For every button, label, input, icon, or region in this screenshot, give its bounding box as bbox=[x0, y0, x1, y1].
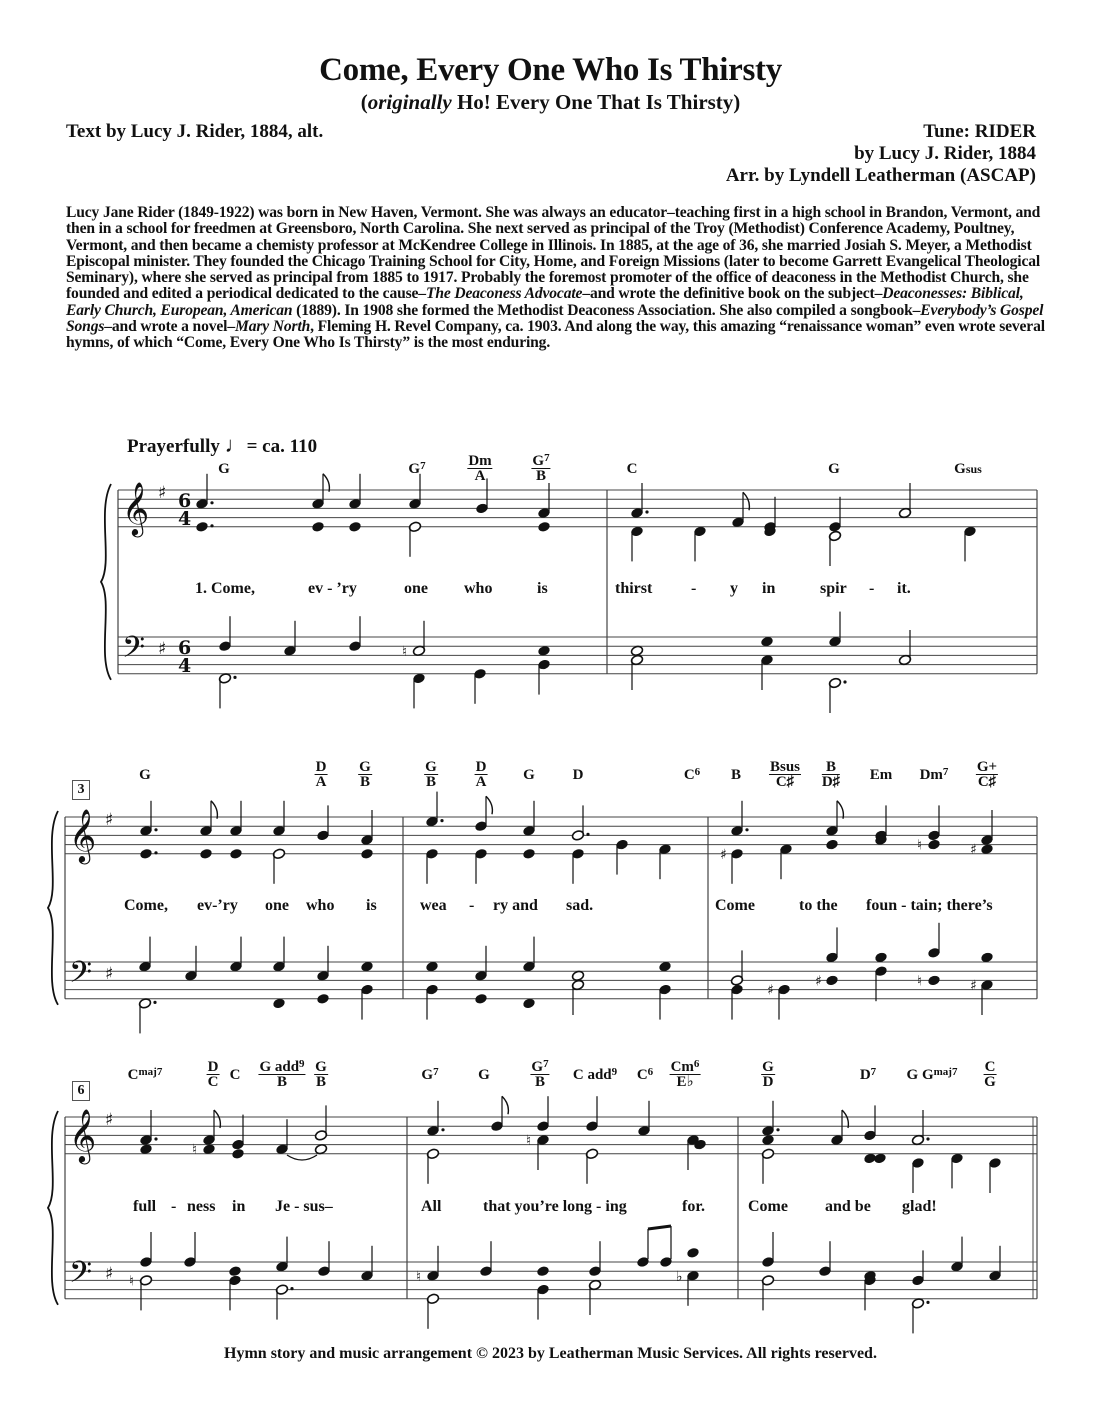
treble-clef-icon: 𝄞 bbox=[69, 1108, 97, 1162]
chord-root: G bbox=[425, 759, 437, 775]
dot bbox=[154, 1137, 157, 1140]
bass-clef-icon: 𝄢 bbox=[122, 631, 146, 672]
note-head bbox=[760, 636, 773, 648]
chord-bass: B bbox=[359, 774, 371, 790]
chord-symbol: Em bbox=[869, 767, 893, 783]
subtitle-italic: originally bbox=[367, 90, 452, 114]
chord-symbol: G bbox=[139, 767, 151, 783]
eighth-flag bbox=[743, 492, 749, 510]
chord-symbol: G bbox=[523, 767, 535, 783]
chord-symbol bbox=[976, 760, 998, 789]
chord-bass: C bbox=[207, 1074, 219, 1090]
chord-symbol: G bbox=[478, 1067, 490, 1083]
chord-symbol: G bbox=[828, 461, 840, 477]
lyric-syllable: is bbox=[537, 580, 548, 597]
dot bbox=[154, 828, 157, 831]
key-signature-sharp-icon: ♯ bbox=[105, 810, 114, 830]
accidental-icon: ♯ bbox=[815, 973, 822, 990]
dot bbox=[154, 851, 157, 854]
chord-symbol: B bbox=[730, 767, 742, 783]
tune-composer: by Lucy J. Rider, 1884 bbox=[854, 143, 1036, 164]
note-head bbox=[228, 1265, 241, 1277]
chord-bass: D bbox=[762, 1074, 774, 1090]
lyric-syllable: it. bbox=[897, 580, 911, 597]
dot bbox=[745, 828, 748, 831]
chord-root: G bbox=[762, 1059, 774, 1075]
chord-bass: B bbox=[276, 1074, 288, 1090]
chord-bass: A bbox=[475, 774, 487, 790]
chord-symbol: Dm$^7$ bbox=[919, 766, 949, 783]
note-head bbox=[927, 975, 940, 987]
chord-root: G bbox=[359, 759, 371, 775]
chord-extension: 9 bbox=[611, 1066, 618, 1078]
note-head bbox=[522, 848, 535, 860]
bio-periodical-title: The Deaconess Advocate bbox=[425, 285, 583, 303]
chord-extension: 7 bbox=[433, 1066, 439, 1078]
eighth-flag bbox=[323, 474, 329, 492]
copyright-notice: Hymn story and music arrangement © 2023 by Leatherman Music Services. All rights reserved. bbox=[224, 1345, 877, 1362]
quarter-note-icon: ♩ bbox=[224, 432, 247, 457]
treble-clef-icon: 𝄞 bbox=[122, 481, 150, 535]
chord-bass: D♯ bbox=[821, 774, 841, 790]
chord-extension: maj7 bbox=[933, 1066, 958, 1078]
accidental-icon: ♮ bbox=[917, 837, 923, 854]
chord-symbol: D bbox=[572, 767, 584, 783]
chord-root: Cm$^6$ bbox=[670, 1058, 700, 1075]
chord-symbol: C add$^9$ bbox=[572, 1066, 618, 1083]
slash-chord bbox=[258, 1060, 305, 1089]
note-head bbox=[980, 952, 993, 964]
subtitle-paren: ( bbox=[360, 90, 368, 114]
chord-symbol: C bbox=[229, 1067, 241, 1083]
dot bbox=[843, 680, 846, 683]
chord-symbol bbox=[531, 454, 550, 483]
chord-symbol bbox=[258, 1060, 305, 1089]
dot bbox=[586, 833, 589, 836]
note-head bbox=[195, 521, 208, 533]
slash-chord bbox=[670, 1060, 701, 1089]
key-signature-sharp-icon: ♯ bbox=[105, 1110, 114, 1130]
note-head bbox=[139, 848, 152, 860]
lyric-syllable: Come, bbox=[124, 897, 168, 914]
dot bbox=[645, 510, 648, 513]
chord-symbol bbox=[424, 760, 438, 789]
note-head bbox=[537, 645, 550, 657]
measure-number: 6 bbox=[72, 1081, 90, 1101]
bio-book-title: Deaconesses: Biblical, Early Church, European, American bbox=[66, 285, 1024, 319]
piano-brace bbox=[48, 1111, 58, 1305]
dot bbox=[776, 1128, 779, 1131]
dot bbox=[153, 1001, 156, 1004]
slash-chord bbox=[207, 1060, 220, 1089]
note-head bbox=[522, 998, 535, 1010]
chord-root: Dm bbox=[468, 453, 492, 469]
key-signature-sharp-icon: ♯ bbox=[158, 483, 167, 503]
chord-extension: 7 bbox=[544, 452, 550, 464]
note-head bbox=[360, 848, 373, 860]
dot bbox=[210, 524, 213, 527]
chord-suffix: sus bbox=[965, 462, 982, 476]
accidental-icon: ♯ bbox=[720, 846, 727, 863]
accidental-icon: ♮ bbox=[416, 1268, 422, 1285]
chord-root: D bbox=[475, 759, 487, 775]
subtitle-original-title: Ho! Every One That Is Thirsty) bbox=[451, 90, 741, 114]
half-note-head bbox=[571, 970, 584, 982]
dot bbox=[290, 1287, 293, 1290]
bio-songbook-title: Everybody’s Gospel Songs bbox=[66, 301, 1044, 336]
lyric-syllable: wea bbox=[420, 897, 447, 914]
note-head bbox=[202, 1143, 215, 1155]
chord-symbol bbox=[769, 760, 801, 789]
chord-symbol: $G^7$ bbox=[421, 1066, 439, 1083]
accidental-icon: ♮ bbox=[917, 973, 923, 990]
chord-root: $G^7$ bbox=[532, 452, 550, 469]
lyric-syllable: thirst bbox=[615, 580, 653, 597]
note-head bbox=[686, 1247, 699, 1259]
beam bbox=[648, 1226, 671, 1229]
treble-clef-icon: 𝄞 bbox=[69, 808, 97, 862]
slash-chord bbox=[530, 1060, 549, 1089]
chord-symbol: $D^7$ bbox=[859, 1066, 877, 1083]
bio-text: (1889). In 1908 she formed the Methodist Deaconess Association. She also compiled a songbook– bbox=[292, 301, 921, 319]
half-note-head bbox=[314, 1143, 327, 1155]
eighth-flag bbox=[214, 1110, 220, 1128]
lyric-syllable: glad! bbox=[902, 1198, 937, 1215]
lyric-syllable: that you’re long - ing bbox=[483, 1198, 627, 1215]
chord-bass: G bbox=[984, 1074, 996, 1090]
chord-root: $G^7$ bbox=[531, 1058, 549, 1075]
chord-bass: B bbox=[535, 468, 547, 484]
note-head bbox=[231, 1148, 244, 1160]
key-signature-sharp-icon: ♯ bbox=[105, 1264, 114, 1284]
lyric-syllable: All bbox=[421, 1198, 442, 1215]
note-head bbox=[927, 839, 940, 851]
note-head bbox=[199, 848, 212, 860]
key-signature-sharp-icon: ♯ bbox=[105, 964, 114, 984]
chord-symbol: $C^{maj7}$ bbox=[127, 1066, 163, 1083]
note-head bbox=[311, 521, 324, 533]
chord-extension: maj7 bbox=[138, 1066, 163, 1078]
chord-symbol bbox=[207, 1060, 220, 1089]
bio-text: –and wrote a novel– bbox=[104, 318, 235, 336]
eighth-flag bbox=[842, 1110, 848, 1128]
slash-chord bbox=[358, 760, 372, 789]
tune-name: Tune: RIDER bbox=[923, 121, 1036, 142]
bass-clef-icon: 𝄢 bbox=[69, 956, 93, 997]
time-signature-bottom: 4 bbox=[178, 655, 192, 677]
time-signature-bottom: 4 bbox=[178, 508, 192, 530]
note-head bbox=[761, 1134, 774, 1146]
chord-root: G+ bbox=[976, 759, 998, 775]
lyric-syllable: spir bbox=[820, 580, 847, 597]
chord-root: D bbox=[315, 759, 327, 775]
eighth-flag bbox=[486, 796, 492, 814]
chord-root: D bbox=[207, 1059, 219, 1075]
note-head bbox=[873, 1153, 886, 1165]
note-head bbox=[474, 993, 487, 1005]
accidental-icon: ♮ bbox=[129, 1273, 135, 1290]
dot bbox=[926, 1137, 929, 1140]
dot bbox=[926, 1301, 929, 1304]
chord-symbol bbox=[984, 1060, 997, 1089]
chord-bass: B bbox=[425, 774, 437, 790]
note-head bbox=[425, 961, 438, 973]
chord-symbol bbox=[670, 1060, 701, 1089]
chord-extension: 6 bbox=[693, 1058, 700, 1070]
lyric-syllable: Je - sus– bbox=[275, 1198, 333, 1215]
slash-chord bbox=[761, 1060, 775, 1089]
hymn-title: Come, Every One Who Is Thirsty bbox=[319, 52, 782, 88]
note-head bbox=[360, 961, 373, 973]
chord-symbol bbox=[475, 760, 488, 789]
lyric-syllable: ev - ’ry bbox=[308, 580, 357, 597]
chord-root: G bbox=[315, 1059, 327, 1075]
eighth-flag bbox=[211, 801, 217, 819]
note-head bbox=[537, 521, 550, 533]
lyric-syllable: for. bbox=[682, 1198, 705, 1215]
accidental-icon: ♯ bbox=[767, 982, 774, 999]
chord-symbol bbox=[822, 760, 840, 789]
chord-extension: 7 bbox=[543, 1058, 549, 1070]
lyric-syllable: who bbox=[306, 897, 335, 914]
chord-extension: 6 bbox=[647, 1066, 654, 1078]
note-head bbox=[229, 848, 242, 860]
lyric-syllable: full bbox=[133, 1198, 157, 1215]
lyric-syllable: foun - tain; there’s bbox=[866, 897, 993, 914]
lyric-syllable: in bbox=[762, 580, 776, 597]
chord-extension: 9 bbox=[299, 1058, 305, 1070]
lyric-syllable: 1. Come, bbox=[195, 580, 255, 597]
note-head bbox=[272, 998, 285, 1010]
chord-symbol bbox=[315, 760, 328, 789]
chord-symbol bbox=[530, 1060, 549, 1089]
dot bbox=[440, 819, 443, 822]
chord-bass: A bbox=[474, 468, 486, 484]
chord-bass: C♯ bbox=[775, 774, 795, 790]
lyric-syllable: - bbox=[691, 580, 697, 597]
slash-chord bbox=[976, 760, 998, 789]
note-head bbox=[825, 839, 838, 851]
chord-symbol: Gsus bbox=[954, 461, 982, 477]
lyric-syllable: one bbox=[265, 897, 289, 914]
chord-symbol bbox=[314, 1060, 328, 1089]
arranger: Arr. by Lyndell Leatherman (ASCAP) bbox=[725, 165, 1036, 186]
note-head bbox=[316, 993, 329, 1005]
lyric-syllable: ev-’ry bbox=[197, 897, 238, 914]
measure-number: 3 bbox=[72, 780, 90, 800]
chord-bass: C♯ bbox=[977, 774, 997, 790]
lyric-syllable: ness bbox=[187, 1198, 216, 1215]
chord-root: G add$^9$ bbox=[259, 1058, 305, 1075]
chord-root: C bbox=[984, 1059, 996, 1075]
chord-extension: 7 bbox=[420, 460, 426, 472]
lyric-syllable: to the bbox=[799, 897, 838, 914]
accidental-icon: ♭ bbox=[676, 1268, 683, 1285]
lyric-syllable: who bbox=[464, 580, 493, 597]
note-head bbox=[874, 952, 887, 964]
chord-bass: E♭ bbox=[676, 1074, 694, 1090]
chord-symbol: $C^6$ bbox=[683, 766, 701, 783]
slash-chord bbox=[769, 760, 801, 789]
chord-symbol bbox=[761, 1060, 775, 1089]
chord-extension: 6 bbox=[694, 766, 701, 778]
lyric-syllable: sad. bbox=[566, 897, 594, 914]
note-head bbox=[825, 975, 838, 987]
piano-brace bbox=[101, 484, 111, 680]
lyric-syllable: ry and bbox=[493, 897, 538, 914]
chord-root: Bsus bbox=[769, 759, 801, 775]
slash-chord bbox=[475, 760, 488, 789]
chord-symbol: $C^6$ bbox=[636, 1066, 654, 1083]
bio-text: , Fleming H. Revel Company, ca. 1903. And along the way, this amazing “renaissance woman” even wrote several hymns, of which “Come, Every One Who Is Thirsty” is the most enduring. bbox=[66, 318, 1045, 352]
slash-chord bbox=[315, 760, 328, 789]
tie bbox=[287, 1155, 317, 1160]
lyric-syllable: - bbox=[869, 580, 875, 597]
time-signature-top: 6 bbox=[178, 637, 192, 659]
eighth-flag bbox=[502, 1096, 508, 1114]
slash-chord bbox=[314, 1060, 328, 1089]
half-note-head bbox=[630, 645, 643, 657]
lyric-syllable: is bbox=[366, 897, 377, 914]
bass-clef-icon: 𝄢 bbox=[69, 1256, 93, 1297]
text-credit: Text by Lucy J. Rider, 1884, alt. bbox=[66, 121, 324, 142]
chord-symbol: C bbox=[626, 461, 638, 477]
eighth-flag bbox=[837, 801, 843, 819]
lyric-syllable: one bbox=[404, 580, 428, 597]
lyric-syllable: - bbox=[469, 897, 475, 914]
chord-bass: B bbox=[534, 1074, 546, 1090]
slash-chord bbox=[467, 454, 492, 483]
tempo-value: = ca. 110 bbox=[246, 436, 318, 457]
time-signature-top: 6 bbox=[178, 490, 192, 512]
note-head bbox=[536, 1265, 549, 1277]
bio-text: Lucy Jane Rider (1849-1922) was born in New Haven, Vermont. She was always an educator–teaching first in a high school in Brandon, Vermont, and then in a school for freedmen at Greensboro, North Carolina. She next served as principal of the Troy (Methodist) Conference Academy, Poultney, Vermont, and then became a chemisty professor at McKendree College in Illinois. In 1885, at the age of 36, she married Josiah S. Meyer, a Methodist Episcopal minister. They founded the Chicago Training School for City, Home, and Foreign Missions (later to become Garrett Evangelical Theological Seminary), where she served as principal from 1885 to 1917. Probably the foremost promoter of the office of deaconess in the Methodist Church, she founded and edited a periodical dedicated to the cause– bbox=[66, 204, 1041, 303]
key-signature-sharp-icon: ♯ bbox=[158, 639, 167, 659]
tempo-text: Prayerfully bbox=[127, 436, 220, 457]
chord-symbol: G $G^{maj7}$ bbox=[906, 1066, 958, 1083]
dot bbox=[441, 1128, 444, 1131]
note-head bbox=[348, 521, 361, 533]
lyric-syllable: Come bbox=[748, 1198, 788, 1215]
note-head bbox=[139, 1143, 152, 1155]
slash-chord bbox=[424, 760, 438, 789]
accidental-icon: ♯ bbox=[970, 842, 977, 859]
slash-chord bbox=[984, 1060, 997, 1089]
piano-brace bbox=[48, 811, 58, 1005]
lyric-syllable: and be bbox=[825, 1198, 871, 1215]
chord-extension: 7 bbox=[942, 766, 949, 778]
dot bbox=[233, 676, 236, 679]
note-head bbox=[658, 961, 671, 973]
slash-chord bbox=[531, 454, 550, 483]
chord-symbol bbox=[358, 760, 372, 789]
lyric-syllable: in bbox=[232, 1198, 246, 1215]
chord-bass: A bbox=[315, 774, 327, 790]
bio-novel-title: Mary North bbox=[234, 318, 311, 336]
slash-chord bbox=[822, 760, 840, 789]
accidental-icon: ♯ bbox=[970, 978, 977, 994]
accidental-icon: ♮ bbox=[526, 1133, 532, 1149]
bio-text: –and wrote the definitive book on the subject– bbox=[582, 285, 883, 303]
lyric-syllable: y bbox=[730, 580, 738, 597]
accidental-icon: ♮ bbox=[192, 1142, 198, 1159]
dot bbox=[210, 501, 213, 504]
chord-symbol: $G^7$ bbox=[408, 460, 426, 477]
chord-symbol: G bbox=[218, 461, 230, 477]
accidental-icon: ♮ bbox=[402, 643, 408, 660]
chord-bass: B bbox=[315, 1074, 327, 1090]
lyric-syllable: - bbox=[171, 1198, 177, 1215]
note-head bbox=[980, 843, 993, 855]
chord-root: B bbox=[822, 760, 840, 775]
chord-extension: 7 bbox=[870, 1066, 877, 1078]
lyric-syllable: Come bbox=[715, 897, 755, 914]
chord-symbol bbox=[467, 454, 492, 483]
